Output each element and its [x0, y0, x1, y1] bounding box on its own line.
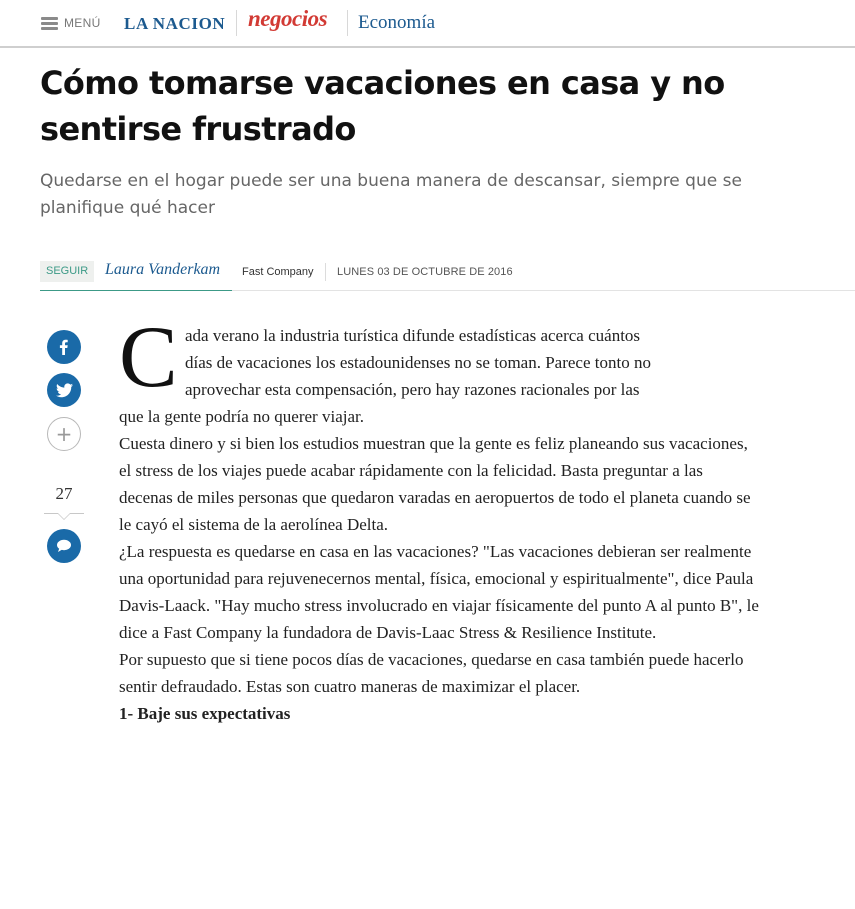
- facebook-icon: [56, 339, 72, 355]
- hamburger-icon: [41, 17, 58, 30]
- menu-label: MENÚ: [64, 16, 101, 30]
- la-nacion-logo[interactable]: LA NACION: [124, 14, 226, 33]
- paragraph-line: días de vacaciones los estadounidenses no se toman. Parece tonto no: [185, 353, 651, 372]
- paragraph-line: que la gente podría no querer viajar.: [119, 407, 364, 426]
- section-link[interactable]: Economía: [358, 12, 436, 33]
- drop-cap: C: [119, 309, 178, 406]
- follow-button[interactable]: SEGUIR: [40, 261, 94, 282]
- byline: [40, 258, 855, 291]
- paragraph-line: ada verano la industria turística difunde estadísticas acerca cuántos: [185, 326, 641, 345]
- section-heading: 1- Baje sus expectativas: [119, 704, 291, 723]
- more-share-button[interactable]: [47, 417, 81, 451]
- plus-icon: +: [55, 422, 73, 446]
- paragraph-1: [119, 309, 759, 430]
- facebook-share-button[interactable]: [47, 330, 81, 364]
- article-subtitle: Quedarse en el hogar puede ser una buena manera de descansar, siempre que se planifique qué hacer: [40, 171, 742, 218]
- comment-count[interactable]: 27: [55, 484, 73, 503]
- byline-accent-line: [40, 290, 232, 291]
- paragraph-line: aprovechar esta compensación, pero hay razones racionales por las: [185, 380, 640, 399]
- header-divider: [236, 10, 237, 36]
- twitter-icon: [56, 383, 73, 398]
- author-link[interactable]: Laura Vanderkam: [105, 261, 221, 278]
- paragraph-3: ¿La respuesta es quedarse en casa en las vacaciones? "Las vacaciones debieran ser realmente una oportunidad para rejuvenecernos mental, física, emocional y espiritualmente", dice Paula Davis-Laack. "Hay mucho stress involucrado en viajar físicamente del punto A al punto B", le dice a Fast Company la fundadora de Davis-Laac Stress & Resilience Institute.: [119, 542, 759, 642]
- byline-divider: [325, 263, 326, 281]
- comments-button[interactable]: [47, 529, 81, 563]
- article-title: Cómo tomarse vacaciones en casa y no sentirse frustrado: [40, 64, 725, 148]
- header-divider: [347, 10, 348, 36]
- negocios-logo[interactable]: negocios: [248, 6, 328, 31]
- twitter-share-button[interactable]: [47, 373, 81, 407]
- paragraph-4: Por supuesto que si tiene pocos días de vacaciones, quedarse en casa también puede hacerlo sentir defraudado. Estas son cuatro maneras de maximizar el placer.: [119, 650, 744, 696]
- site-header: [0, 0, 855, 48]
- article-body: [119, 309, 759, 727]
- article-source: Fast Company: [242, 266, 314, 278]
- article-date: LUNES 03 DE OCTUBRE DE 2016: [337, 266, 513, 278]
- paragraph-2: Cuesta dinero y si bien los estudios muestran que la gente es feliz planeando sus vacaciones, el stress de los viajes puede acabar rápidamente con la felicidad. Basta preguntar a las decenas de miles personas que quedaron varadas en aeropuertos de todo el planeta cuando se le cayó el sistema de la aerolínea Delta.: [119, 434, 751, 534]
- comment-icon: [56, 539, 72, 553]
- menu-button[interactable]: [41, 16, 101, 30]
